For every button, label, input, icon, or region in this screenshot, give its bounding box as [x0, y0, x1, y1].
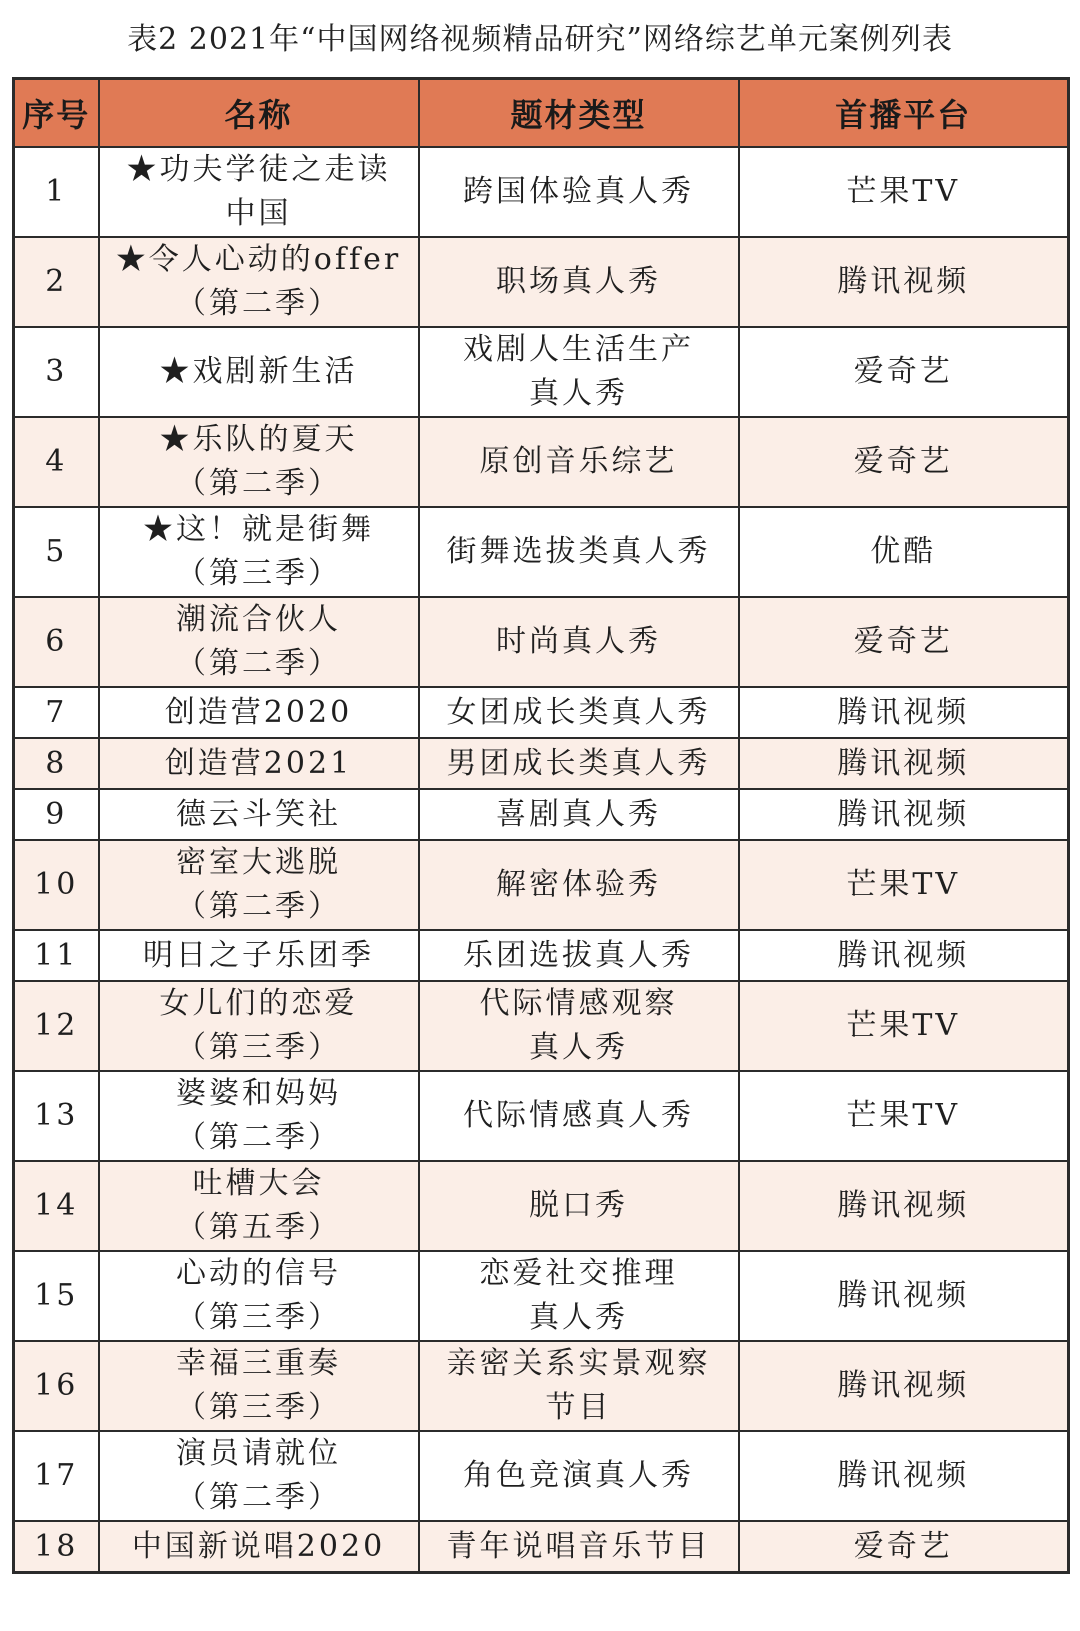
cell-genre: 青年说唱音乐节目 [419, 1521, 739, 1573]
cell-name: ★戏剧新生活 [99, 327, 419, 417]
cell-platform: 腾讯视频 [739, 237, 1069, 327]
cell-genre: 代际情感真人秀 [419, 1071, 739, 1161]
cell-no: 11 [14, 930, 99, 981]
cell-no: 6 [14, 597, 99, 687]
cell-name: ★功夫学徒之走读 中国 [99, 147, 419, 237]
cell-platform: 爱奇艺 [739, 597, 1069, 687]
cell-genre: 喜剧真人秀 [419, 789, 739, 840]
cell-genre: 角色竞演真人秀 [419, 1431, 739, 1521]
table-row [14, 507, 1069, 597]
table-body [14, 147, 1069, 1573]
cell-platform: 腾讯视频 [739, 789, 1069, 840]
table-row [14, 1341, 1069, 1431]
cell-platform: 爱奇艺 [739, 327, 1069, 417]
cell-no: 10 [14, 840, 99, 930]
cell-platform: 腾讯视频 [739, 930, 1069, 981]
cell-genre: 亲密关系实景观察 节目 [419, 1341, 739, 1431]
table-row [14, 1071, 1069, 1161]
cell-name: 密室大逃脱 （第二季） [99, 840, 419, 930]
cell-name: 潮流合伙人 （第二季） [99, 597, 419, 687]
cell-platform: 优酷 [739, 507, 1069, 597]
cell-no: 2 [14, 237, 99, 327]
cell-no: 14 [14, 1161, 99, 1251]
header-name: 名称 [99, 79, 419, 148]
table-caption: 表2 2021年“中国网络视频精品研究”网络综艺单元案例列表 [127, 22, 953, 57]
header-row [14, 79, 1069, 148]
cell-no: 7 [14, 687, 99, 738]
table-row [14, 597, 1069, 687]
cell-name: 中国新说唱2020 [99, 1521, 419, 1573]
cell-no: 17 [14, 1431, 99, 1521]
cell-platform: 腾讯视频 [739, 1161, 1069, 1251]
table-row [14, 1521, 1069, 1573]
table-row [14, 147, 1069, 237]
cell-name: 女儿们的恋爱 （第三季） [99, 981, 419, 1071]
cell-name: 创造营2020 [99, 687, 419, 738]
cell-platform: 芒果TV [739, 981, 1069, 1071]
cell-no: 13 [14, 1071, 99, 1161]
cell-name: 吐槽大会 （第五季） [99, 1161, 419, 1251]
cell-genre: 职场真人秀 [419, 237, 739, 327]
cell-no: 12 [14, 981, 99, 1071]
table-row [14, 1431, 1069, 1521]
table-row [14, 789, 1069, 840]
cell-genre: 脱口秀 [419, 1161, 739, 1251]
cell-name: 德云斗笑社 [99, 789, 419, 840]
cell-name: ★令人心动的offer （第二季） [99, 237, 419, 327]
cell-no: 5 [14, 507, 99, 597]
cell-platform: 腾讯视频 [739, 738, 1069, 789]
cell-genre: 解密体验秀 [419, 840, 739, 930]
cell-name: 心动的信号 （第三季） [99, 1251, 419, 1341]
cell-platform: 芒果TV [739, 147, 1069, 237]
cell-name: 婆婆和妈妈 （第二季） [99, 1071, 419, 1161]
table-row [14, 417, 1069, 507]
table-row [14, 687, 1069, 738]
cell-no: 16 [14, 1341, 99, 1431]
cell-genre: 戏剧人生活生产 真人秀 [419, 327, 739, 417]
cell-platform: 爱奇艺 [739, 417, 1069, 507]
cell-name: 创造营2021 [99, 738, 419, 789]
cell-genre: 跨国体验真人秀 [419, 147, 739, 237]
cell-genre: 男团成长类真人秀 [419, 738, 739, 789]
cell-platform: 芒果TV [739, 840, 1069, 930]
cell-genre: 时尚真人秀 [419, 597, 739, 687]
cell-genre: 乐团选拔真人秀 [419, 930, 739, 981]
table-row [14, 738, 1069, 789]
case-table [12, 77, 1070, 1574]
cell-genre: 街舞选拔类真人秀 [419, 507, 739, 597]
table-row [14, 237, 1069, 327]
cell-platform: 芒果TV [739, 1071, 1069, 1161]
header-genre: 题材类型 [419, 79, 739, 148]
header-platform: 首播平台 [739, 79, 1069, 148]
cell-name: 幸福三重奏 （第三季） [99, 1341, 419, 1431]
cell-platform: 腾讯视频 [739, 1251, 1069, 1341]
cell-no: 1 [14, 147, 99, 237]
cell-genre: 代际情感观察 真人秀 [419, 981, 739, 1071]
cell-no: 8 [14, 738, 99, 789]
table-row [14, 840, 1069, 930]
table-row [14, 1161, 1069, 1251]
cell-no: 15 [14, 1251, 99, 1341]
table-row [14, 981, 1069, 1071]
cell-platform: 腾讯视频 [739, 1431, 1069, 1521]
cell-platform: 爱奇艺 [739, 1521, 1069, 1573]
cell-name: ★乐队的夏天 （第二季） [99, 417, 419, 507]
cell-platform: 腾讯视频 [739, 1341, 1069, 1431]
cell-name: 演员请就位 （第二季） [99, 1431, 419, 1521]
cell-genre: 恋爱社交推理 真人秀 [419, 1251, 739, 1341]
cell-no: 4 [14, 417, 99, 507]
cell-no: 18 [14, 1521, 99, 1573]
cell-genre: 女团成长类真人秀 [419, 687, 739, 738]
cell-name: ★这！就是街舞 （第三季） [99, 507, 419, 597]
cell-name: 明日之子乐团季 [99, 930, 419, 981]
cell-platform: 腾讯视频 [739, 687, 1069, 738]
cell-no: 3 [14, 327, 99, 417]
table-row [14, 930, 1069, 981]
header-no: 序号 [14, 79, 99, 148]
cell-no: 9 [14, 789, 99, 840]
table-row [14, 327, 1069, 417]
table-row [14, 1251, 1069, 1341]
cell-genre: 原创音乐综艺 [419, 417, 739, 507]
